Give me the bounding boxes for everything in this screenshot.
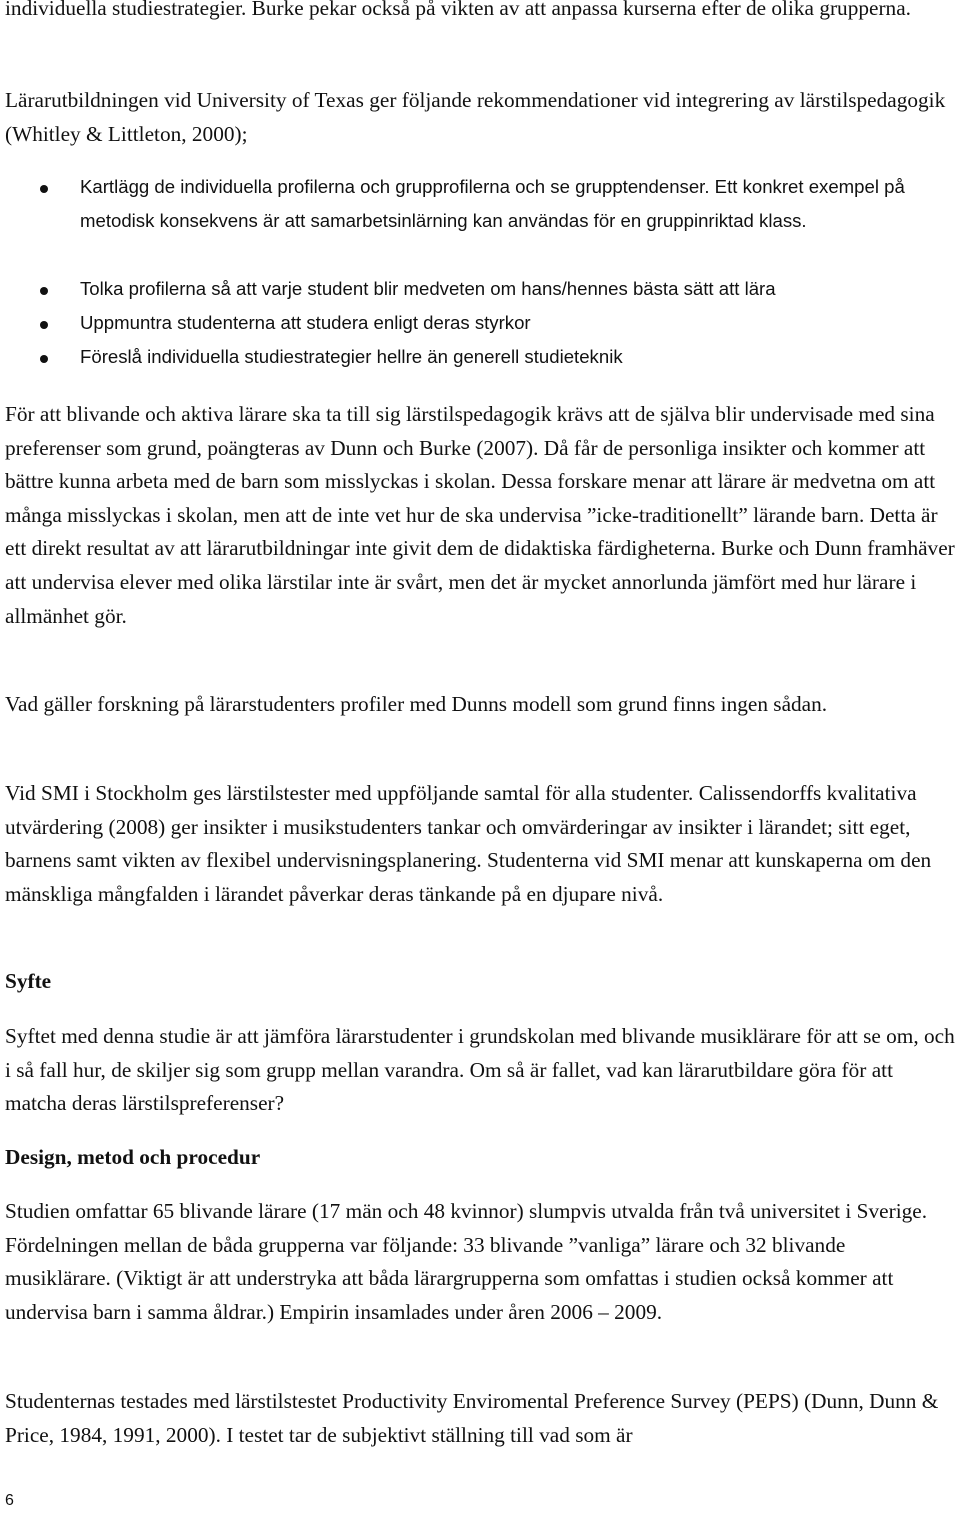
bullet-icon <box>40 355 48 363</box>
teacher-training-paragraph: För att blivande och aktiva lärare ska ta till sig lärstilspedagogik krävs att de själva blir undervisade med sina preferenser som grund, poängteras av Dunn och Burke (2007). Då får de personliga insikter och kommer att bättre kunna arbeta med de barn som misslyckas i skolan. Dessa forskare menar att lärare är medvetna om att många misslyckas i skolan, men att de inte vet hur de ska undervisa ”icke-traditionellt” lärande barn. Detta är ett direkt resultat av att lärarutbildningar inte givit dem de didaktiska färdigheterna. Burke och Dunn framhäver att undervisa elever med olika lärstilar inte är svårt, men det är mycket annorlunda jämfört med hur lärare i allmänhet gör. <box>5 402 955 628</box>
peps-paragraph: Studenternas testades med lärstilstestet Productivity Enviromental Preference Survey (PEPS) (Dunn, Dunn & Price, 1984, 1991, 2000). I testet tar de subjektivt ställning till vad som är <box>5 1389 939 1447</box>
section-heading-design: Design, metod och procedur <box>5 1145 261 1169</box>
study-paragraph: Studien omfattar 65 blivande lärare (17 män och 48 kvinnor) slumpvis utvalda från två universitet i Sverige. Fördelningen mellan de båda grupperna var följande: 33 blivande ”vanliga” lärare och 32 blivande musiklärare. (Viktigt är att understryka att båda lärargrupperna som omfattas i studien också kommer att undervisa barn i samma åldrar.) Empirin insamlades under åren 2006 – 2009. <box>5 1199 928 1324</box>
intro-paragraph: individuella studiestrategier. Burke pekar också på vikten av att anpassa kurserna efter de olika grupperna. <box>5 0 911 20</box>
research-paragraph: Vad gäller forskning på lärarstudenters profiler med Dunns modell som grund finns ingen sådan. <box>5 692 828 716</box>
list-item: Uppmuntra studenterna att studera enligt deras styrkor <box>80 312 531 333</box>
list-item: Tolka profilerna så att varje student blir medveten om hans/hennes bästa sätt att lära <box>80 278 776 299</box>
bullet-icon <box>40 185 48 193</box>
smi-paragraph: Vid SMI i Stockholm ges lärstilstester med uppföljande samtal för alla studenter. Calissendorffs kvalitativa utvärdering (2008) ger insikter i musikstudenters tankar och omvärderingar av insikter i lärandet; sitt eget, barnens samt vikten av flexibel undervisningsplanering. Studenterna vid SMI menar att kunskaperna om den mänskliga mångfalden i lärandet påverkar deras tänkande på en djupare nivå. <box>5 781 932 906</box>
section-heading-syfte: Syfte <box>5 969 52 993</box>
bullet-icon <box>40 287 48 295</box>
bullet-icon <box>40 321 48 329</box>
recommendations-intro-paragraph: Lärarutbildningen vid University of Texas ger följande rekommendationer vid integrering av lärstilspedagogik (Whitley & Littleton, 2000); <box>5 88 946 146</box>
list-item: Föreslå individuella studiestrategier hellre än generell studieteknik <box>80 346 623 367</box>
list-item: Kartlägg de individuella profilerna och grupprofilerna och se grupptendenser. Ett konkret exempel på metodisk konsekvens är att samarbetsinlärning kan användas för en gruppinriktad klass. <box>80 176 905 231</box>
page-number: 6 <box>5 1492 14 1509</box>
purpose-paragraph: Syftet med denna studie är att jämföra lärarstudenter i grundskolan med blivande musiklärare för att se om, och i så fall hur, de skiljer sig som grupp mellan varandra. Om så är fallet, vad kan lärarutbildare göra för att matcha deras lärstilspreferenser? <box>5 1024 955 1116</box>
